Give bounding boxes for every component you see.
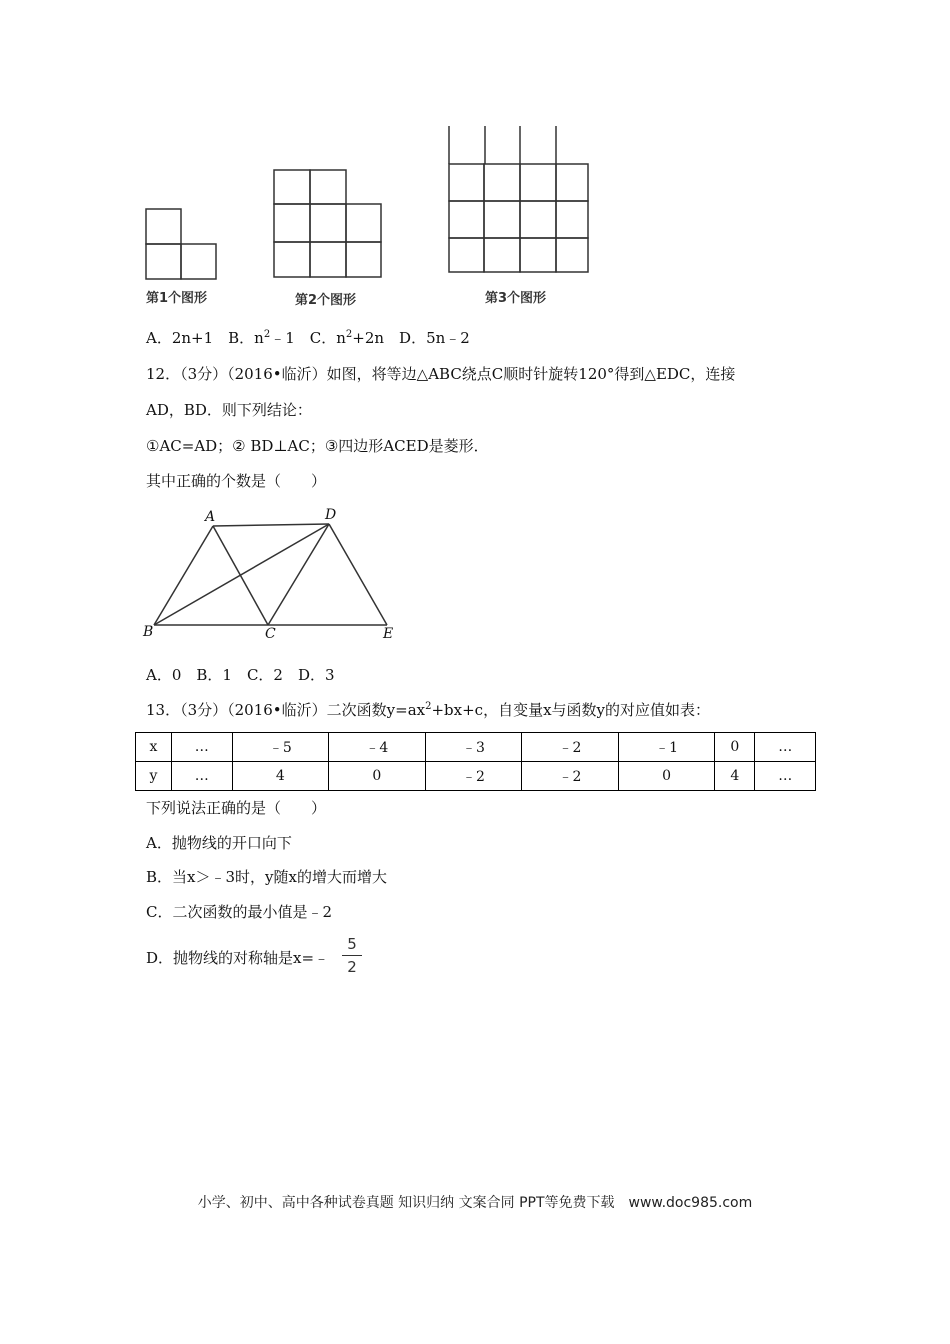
table-cell: 0 <box>618 762 715 791</box>
table-cell: 4 <box>232 762 329 791</box>
fraction-bar <box>342 955 362 956</box>
q13-option-c: C．二次函数的最小值是﹣2 <box>146 903 333 921</box>
q11-options: A．2n+1 B．$n^2﹣1$ C．$n^2+2n$ D．5n﹣2 <box>146 329 470 347</box>
q12-stem-line2: AD，BD．则下列结论： <box>146 401 312 419</box>
q13-option-a: A．抛物线的开口向下 <box>146 834 292 852</box>
q12-options: A．0 B．1 C．2 D．3 <box>146 666 335 684</box>
fraction-denominator: 2 <box>347 958 357 976</box>
table-cell: y <box>136 762 172 791</box>
q12-stem-line1: 12．（3分）（2016•临沂）如图，将等边△ABC绕点C顺时针旋转120°得到△EDC，连接 <box>146 365 736 383</box>
figure-2-caption: 第2个图形 <box>295 293 357 308</box>
table-cell: … <box>172 733 233 762</box>
point-label-d: D <box>325 507 337 523</box>
point-label-b: B <box>143 624 154 640</box>
q13-option-d: D．抛物线的对称轴是x=﹣ <box>146 949 330 967</box>
page-footer: 小学、初中、高中各种试卷真题 知识归纳 文案合同 PPT等免费下载 www.doc985.com <box>197 1195 753 1211</box>
point-label-a: A <box>205 509 216 525</box>
table-cell: ﹣2 <box>522 733 619 762</box>
table-cell: ﹣5 <box>232 733 329 762</box>
table-cell: … <box>755 733 816 762</box>
segment-de <box>329 524 387 625</box>
table-cell: ﹣3 <box>425 733 522 762</box>
table-cell: ﹣4 <box>329 733 426 762</box>
table-cell: x <box>136 733 172 762</box>
q12-diagram <box>0 0 950 660</box>
segment-dc <box>268 524 329 625</box>
segment-bd <box>154 524 329 625</box>
q13-value-table <box>135 732 816 791</box>
q12-statements: ①AC=AD；② BD⊥AC；③四边形ACED是菱形． <box>146 437 489 455</box>
q13-stem: 13．（3分）（2016•临沂）二次函数$y=ax^2+bx+c$，自变量x与函数y的对应值如表： <box>146 701 711 719</box>
segment-ad <box>213 524 329 526</box>
table-row-y <box>136 762 816 791</box>
table-cell: ﹣2 <box>425 762 522 791</box>
q13-option-b: B．当x＞﹣3时，y随x的增大而增大 <box>146 868 387 886</box>
q13-option-d-fraction <box>342 935 362 976</box>
table-cell: ﹣2 <box>522 762 619 791</box>
table-cell: 0 <box>329 762 426 791</box>
table-cell: 0 <box>715 733 755 762</box>
figure-1-caption: 第1个图形 <box>146 291 208 306</box>
table-cell: ﹣1 <box>618 733 715 762</box>
figure-3-caption: 第3个图形 <box>485 291 547 306</box>
q13-question: 下列说法正确的是（ ） <box>146 799 327 817</box>
segment-ab <box>154 526 213 625</box>
fraction-numerator: 5 <box>347 935 357 953</box>
point-label-e: E <box>383 626 394 642</box>
table-row-x <box>136 733 816 762</box>
point-label-c: C <box>265 626 276 642</box>
table-cell: 4 <box>715 762 755 791</box>
table-cell: … <box>172 762 233 791</box>
table-cell: … <box>755 762 816 791</box>
q12-question: 其中正确的个数是（ ） <box>146 472 327 490</box>
